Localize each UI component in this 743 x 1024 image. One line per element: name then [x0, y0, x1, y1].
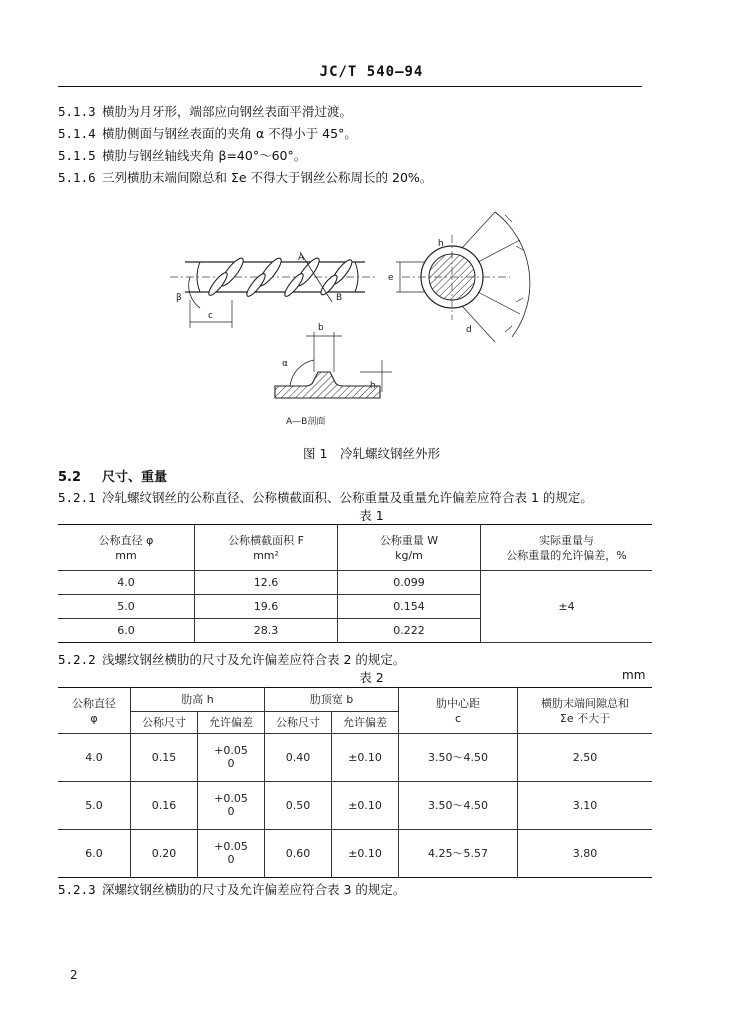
cell-area: 28.3 — [195, 619, 338, 643]
clause-number: 5.2.1 — [58, 490, 96, 505]
section-title: 尺寸、重量 — [102, 470, 168, 485]
clause-text: 横肋侧面与钢丝表面的夹角 α 不得小于 45°。 — [102, 126, 357, 141]
header-b-tolerance: 允许偏差 — [332, 712, 399, 734]
clause-number: 5.2.3 — [58, 882, 96, 897]
table-header-row — [58, 688, 652, 712]
cell-tolerance: ±4 — [481, 571, 653, 643]
cell-e: 3.80 — [518, 830, 653, 878]
clause-text: 深螺纹钢丝横肋的尺寸及允许偏差应符合表 3 的规定。 — [102, 882, 406, 897]
clause-number: 5.1.4 — [58, 126, 96, 141]
table-header-row — [58, 525, 652, 571]
label-c: c — [208, 311, 213, 321]
cell-diameter: 5.0 — [58, 595, 195, 619]
cell-weight: 0.154 — [338, 595, 481, 619]
section-label: A—B剖面 — [286, 417, 326, 427]
cell-diameter: 6.0 — [58, 619, 195, 643]
cell-c: 3.50～4.50 — [399, 782, 518, 830]
clause-text: 横肋与钢丝轴线夹角 β=40°～60°。 — [102, 148, 307, 163]
header-h-nominal: 公称尺寸 — [131, 712, 198, 734]
clause-text: 冷轧螺纹钢丝的公称直径、公称横截面积、公称重量及重量允许偏差应符合表 1 的规定。 — [102, 490, 593, 505]
clause-number: 5.1.5 — [58, 148, 96, 163]
cell-area: 12.6 — [195, 571, 338, 595]
table-row — [58, 571, 652, 595]
header-rib-width: 肋顶宽 b — [265, 688, 399, 712]
wire-cross-section — [388, 212, 530, 342]
page-number: 2 — [70, 968, 78, 982]
cell-b: 0.50 — [265, 782, 332, 830]
header-area: 公称横截面积 F mm² — [195, 525, 338, 571]
cell-h: 0.20 — [131, 830, 198, 878]
label-b-section: b — [318, 323, 324, 333]
clause-5-2-1 — [58, 488, 593, 506]
section-number: 5.2 — [58, 470, 82, 485]
clause-5-2-3 — [58, 880, 405, 898]
label-h-section: h — [370, 381, 376, 391]
header-spacing: 肋中心距 c — [399, 688, 518, 734]
clause-number: 5.1.6 — [58, 170, 96, 185]
label-beta: β — [176, 293, 182, 303]
header-b-nominal: 公称尺寸 — [265, 712, 332, 734]
header-weight-tolerance: 实际重量与 公称重量的允许偏差，% — [481, 525, 653, 571]
cell-area: 19.6 — [195, 595, 338, 619]
label-h: h — [438, 239, 444, 249]
header-weight: 公称重量 W kg/m — [338, 525, 481, 571]
header-gap: 横肋末端间隙总和 Σe 不大于 — [518, 688, 653, 734]
section-5-2-heading — [58, 466, 167, 485]
table-2-unit: mm — [622, 668, 646, 682]
rib-section-detail — [275, 323, 392, 427]
table-2-title: 表 2 — [359, 670, 384, 685]
clause-5-2-2 — [58, 650, 405, 668]
clause-number: 5.2.2 — [58, 652, 96, 667]
header-rib-height: 肋高 h — [131, 688, 265, 712]
cell-e: 2.50 — [518, 734, 653, 782]
label-a: A — [298, 253, 305, 263]
table-1-title: 表 1 — [359, 508, 384, 523]
cell-b-tolerance: ±0.10 — [332, 830, 399, 878]
cell-b: 0.40 — [265, 734, 332, 782]
table-row — [58, 830, 652, 878]
label-b: B — [336, 293, 343, 303]
clause-text: 横肋为月牙形，端部应向钢丝表面平滑过渡。 — [102, 104, 353, 119]
label-e: e — [388, 273, 394, 283]
cell-diameter: 5.0 — [58, 782, 131, 830]
cell-h: 0.15 — [131, 734, 198, 782]
label-d: d — [466, 325, 472, 335]
cell-weight: 0.222 — [338, 619, 481, 643]
label-alpha: α — [282, 359, 288, 369]
clause-text: 三列横肋末端间隙总和 Σe 不得大于钢丝公称周长的 20%。 — [102, 170, 433, 185]
clause-text: 浅螺纹钢丝横肋的尺寸及允许偏差应符合表 2 的规定。 — [102, 652, 406, 667]
figure-caption: 图 1 冷轧螺纹钢丝外形 — [303, 446, 440, 461]
document-header: JC/T 540—94 — [319, 64, 424, 80]
cell-c: 3.50～4.50 — [399, 734, 518, 782]
cell-b-tolerance: ±0.10 — [332, 782, 399, 830]
cell-c: 4.25～5.57 — [399, 830, 518, 878]
header-diameter: 公称直径 φ — [58, 688, 131, 734]
cell-diameter: 4.0 — [58, 734, 131, 782]
table-row — [58, 734, 652, 782]
cell-diameter: 6.0 — [58, 830, 131, 878]
table-1 — [58, 524, 652, 643]
cell-h-tolerance: +0.05 0 — [198, 830, 265, 878]
table-row — [58, 782, 652, 830]
header-diameter: 公称直径 φ mm — [58, 525, 195, 571]
table-2 — [58, 687, 652, 878]
cell-h: 0.16 — [131, 782, 198, 830]
cell-weight: 0.099 — [338, 571, 481, 595]
cell-e: 3.10 — [518, 782, 653, 830]
cell-b: 0.60 — [265, 830, 332, 878]
cell-h-tolerance: +0.05 0 — [198, 734, 265, 782]
wire-side-view — [170, 252, 375, 328]
cell-b-tolerance: ±0.10 — [332, 734, 399, 782]
figure-1-drawing — [0, 0, 743, 440]
cell-diameter: 4.0 — [58, 571, 195, 595]
cell-h-tolerance: +0.05 0 — [198, 782, 265, 830]
header-h-tolerance: 允许偏差 — [198, 712, 265, 734]
clause-number: 5.1.3 — [58, 104, 96, 119]
